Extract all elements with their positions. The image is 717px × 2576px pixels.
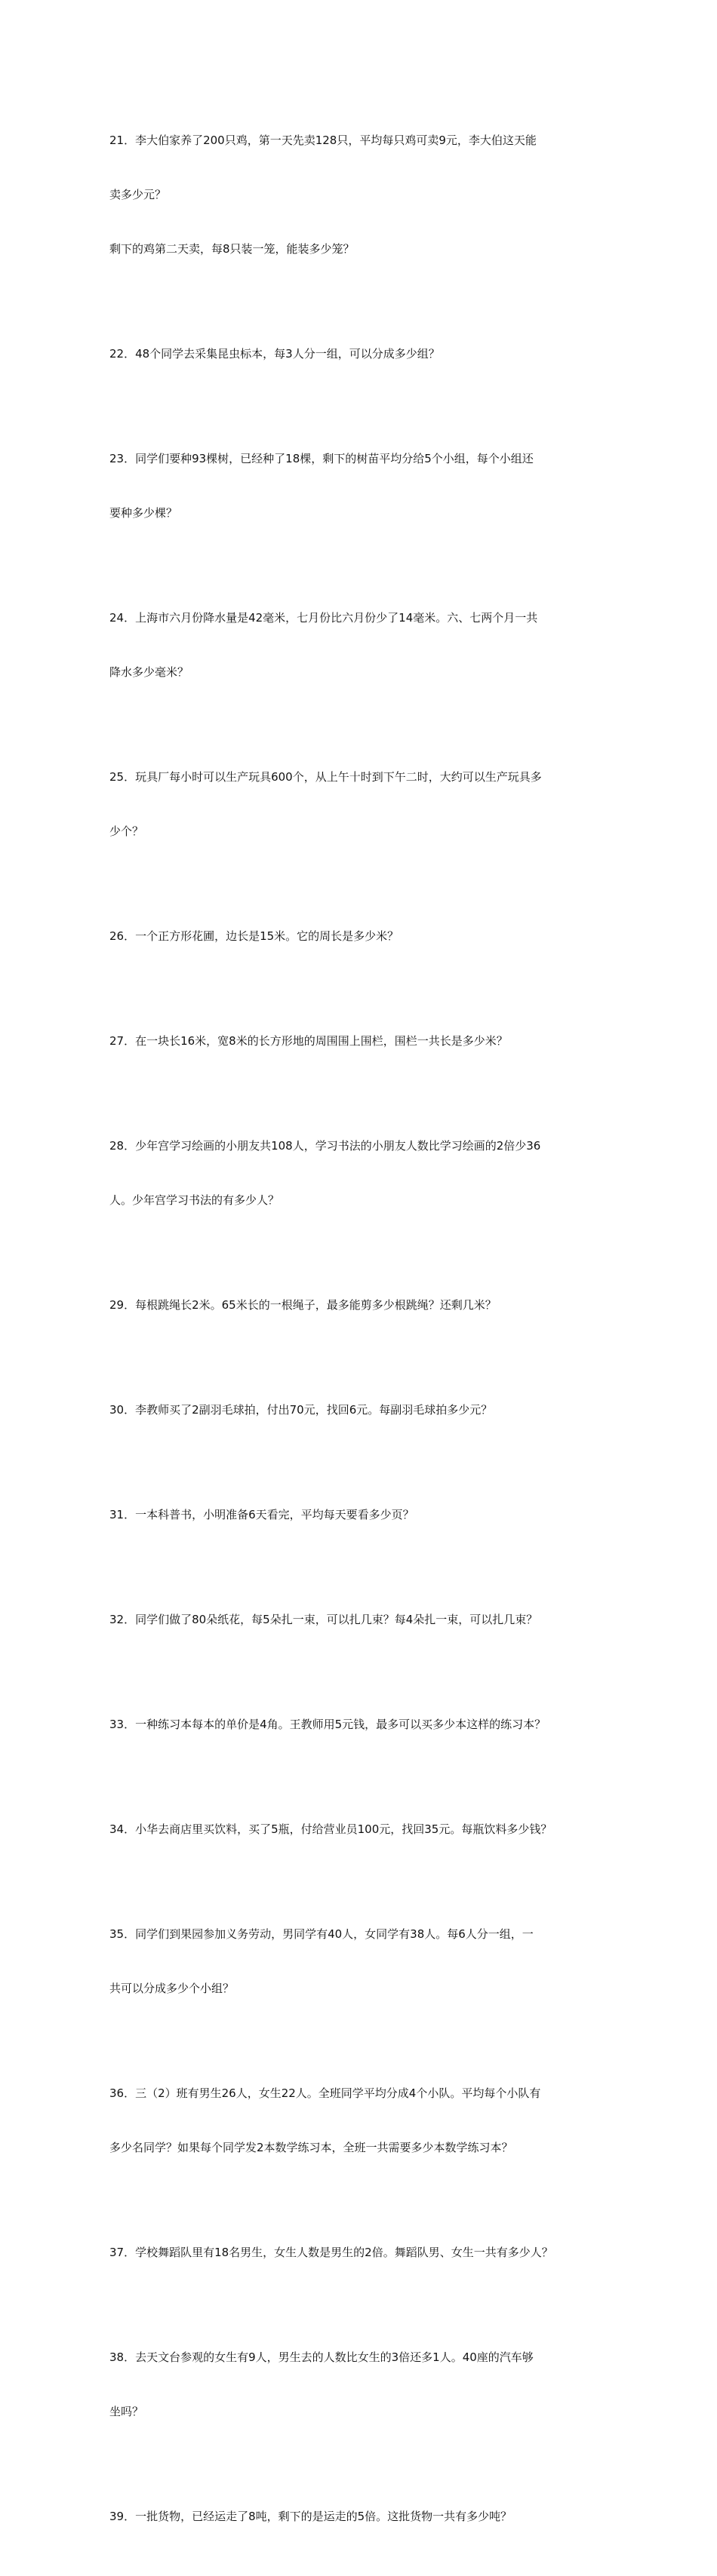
- problem-24: [109, 573, 623, 717]
- problem-33: [109, 1679, 623, 1770]
- problem-line: 31．一本科普书，小明准备6天看完，平均每天要看多少页？: [109, 1508, 414, 1521]
- problem-23: [109, 413, 623, 558]
- problem-line: 38．去天文台参观的女生有9人，男生去的人数比女生的3倍还多1人。40座的汽车够: [109, 2350, 534, 2364]
- problem-21: [109, 95, 623, 294]
- problem-line: 22．48个同学去采集昆虫标本，每3人分一组，可以分成多少组？: [109, 347, 440, 361]
- problem-list: [109, 95, 623, 2576]
- problem-line: 29．每根跳绳长2米。65米长的一根绳子，最多能剪多少根跳绳？还剩几米？: [109, 1298, 497, 1312]
- problem-line: 人。少年宫学习书法的有多少人？: [109, 1193, 280, 1207]
- problem-line: 37．学校舞蹈队里有18名男生，女生人数是男生的2倍。舞蹈队男、女生一共有多少人？: [109, 2246, 553, 2259]
- problem-line: 32．同学们做了80朵纸花，每5朵扎一束，可以扎几束？每4朵扎一束，可以扎几束？: [109, 1613, 538, 1626]
- problem-line: 23．同学们要种93棵树，已经种了18棵，剩下的树苗平均分给5个小组，每个小组还: [109, 452, 534, 465]
- problem-line: 降水多少毫米？: [109, 665, 189, 679]
- problem-25: [109, 732, 623, 877]
- problem-line: 39．一批货物，已经运走了8吨，剩下的是运走的5倍。这批货物一共有多少吨？: [109, 2510, 512, 2523]
- problem-26: [109, 891, 623, 981]
- problem-line: 25．玩具厂每小时可以生产玩具600个，从上午十时到下午二时，大约可以生产玩具多: [109, 770, 542, 784]
- problem-line: 共可以分成多少个小组？: [109, 1982, 235, 1995]
- problem-36: [109, 2048, 623, 2193]
- problem-line: 27．在一块长16米，宽8米的长方形地的周围围上围栏，围栏一共长是多少米？: [109, 1034, 508, 1048]
- problem-line: 28．少年宫学习绘画的小朋友共108人，学习书法的小朋友人数比学习绘画的2倍少36: [109, 1139, 541, 1153]
- problem-line: 35．同学们到果园参加义务劳动，男同学有40人，女同学有38人。每6人分一组，一: [109, 1927, 534, 1941]
- problem-line: 36．三（2）班有男生26人，女生22人。全班同学平均分成4个小队。平均每个小队有: [109, 2086, 541, 2100]
- problem-35: [109, 1889, 623, 2034]
- problem-line: 30．李教师买了2副羽毛球拍，付出70元，找回6元。每副羽毛球拍多少元？: [109, 1403, 493, 1417]
- problem-line: 24．上海市六月份降水量是42毫米，七月份比六月份少了14毫米。六、七两个月一共: [109, 611, 538, 625]
- problem-30: [109, 1365, 623, 1455]
- problem-line: 多少名同学？如果每个同学发2本数学练习本，全班一共需要多少本数学练习本？: [109, 2141, 513, 2154]
- problem-line: 33．一种练习本每本的单价是4角。王教师用5元钱，最多可以买多少本这样的练习本？: [109, 1718, 546, 1731]
- problem-27: [109, 996, 623, 1086]
- problem-22: [109, 309, 623, 399]
- problem-28: [109, 1101, 623, 1245]
- problem-32: [109, 1574, 623, 1665]
- problem-29: [109, 1260, 623, 1350]
- problem-line: 21．李大伯家养了200只鸡，第一天先卖128只，平均每只鸡可卖9元，李大伯这天能: [109, 134, 537, 147]
- problem-31: [109, 1469, 623, 1560]
- problem-37: [109, 2207, 623, 2298]
- problem-line: 坐吗？: [109, 2405, 144, 2418]
- problem-38: [109, 2312, 623, 2457]
- problem-line: 要种多少棵？: [109, 506, 178, 520]
- problem-line: 26．一个正方形花圃，边长是15米。它的周长是多少米？: [109, 929, 399, 943]
- problem-39: [109, 2471, 623, 2562]
- problem-line: 34．小华去商店里买饮料，买了5瓶，付给营业员100元，找回35元。每瓶饮料多少钱？: [109, 1822, 552, 1836]
- problem-34: [109, 1784, 623, 1874]
- problem-line: 卖多少元？: [109, 188, 167, 201]
- problem-line: 剩下的鸡第二天卖，每8只装一笼，能装多少笼？: [109, 242, 355, 256]
- problem-line: 少个？: [109, 824, 144, 838]
